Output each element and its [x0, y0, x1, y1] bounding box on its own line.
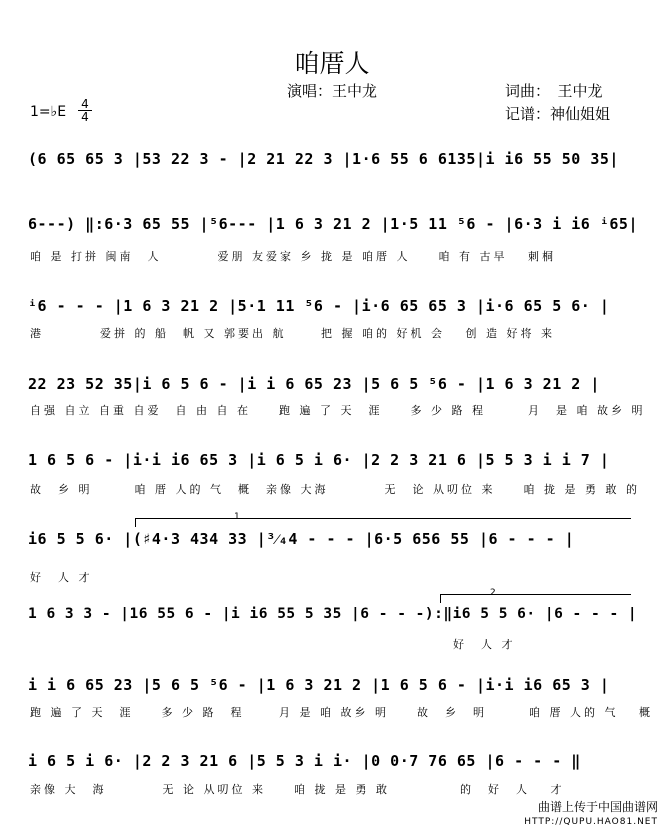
- transcriber-credit: 记谱：神仙姐姐: [505, 105, 611, 123]
- score-line-8: i i 6 65 23 |5 6 5 ⁵6 - |1 6 3 21 2 |1 6 5 6 - |i·i i6 65 3 |: [28, 676, 610, 694]
- lyric-line-3: 港 爱拼 的 船 帆 又 郭要出 航 把 握 咱的 好机 会 创 造 好将 来: [30, 327, 555, 340]
- time-signature-bottom: 4: [78, 110, 92, 123]
- lyricist-composer-credit: 词曲： 王中龙: [505, 82, 603, 100]
- site-url[interactable]: HTTP://QUPU.HAO81.NET: [524, 817, 658, 827]
- volta-number-1: 1: [234, 512, 240, 522]
- lyric-line-4: 自强 自立 自重 自爱 自 由 自 在 跑 遍 了 天 涯 多 少 路 程 月 是 咱 故乡 明: [30, 404, 646, 417]
- volta-bracket-1: [135, 518, 631, 527]
- score-line-9: i 6 5 i 6· |2 2 3 21 6 |5 5 3 i i· |0 0·7 76 65 |6 - - - ‖: [28, 752, 581, 770]
- score-line-4: 22 23 52 35|i 6 5 6 - |i i 6 65 23 |5 6 5 ⁵6 - |1 6 3 21 2 |: [28, 375, 600, 393]
- ending-2-lyric: 好 人 才: [453, 638, 516, 651]
- lyric-line-6: 好 人 才: [30, 571, 93, 584]
- lyric-line-9: 亲像 大 海 无 论 从叨位 来 咱 拢 是 勇 敢 的 好 人 才: [30, 783, 565, 796]
- score-line-5: 1 6 5 6 - |i·i i6 65 3 |i 6 5 i 6· |2 2 3 21 6 |5 5 3 i i 7 |: [28, 451, 610, 469]
- site-watermark: 曲谱上传于中国曲谱网: [537, 800, 658, 814]
- score-line-7: 1 6 3 3 - |16 55 6 - |i i6 55 5 35 |6 - - -):‖i6 5 5 6· |6 - - - |: [28, 606, 638, 622]
- volta-number-2: 2: [490, 588, 496, 598]
- score-line-3: ⁱ6 - - - |1 6 3 21 2 |5·1 11 ⁵6 - |i·6 65 65 3 |i·6 65 5 6· |: [28, 297, 610, 315]
- key-signature: 1=♭E: [30, 104, 67, 120]
- time-signature: [78, 98, 92, 123]
- lyric-line-5: 故 乡 明 咱 厝 人的 气 概 亲像 大海 无 论 从叨位 来 咱 拢 是 勇 敢 的: [30, 483, 640, 496]
- score-line-6: i6 5 5 6· |(♯4·3 434 33 |³⁄₄4 - - - |6·5 656 55 |6 - - - |: [28, 530, 575, 548]
- volta-bracket-2: [440, 594, 631, 603]
- song-title: 咱厝人: [294, 49, 370, 78]
- singer-credit: 演唱：王中龙: [287, 82, 378, 100]
- lyric-line-2: 咱 是 打拼 闽南 人 爱朋 友爱家 乡 拢 是 咱厝 人 咱 有 古早 刺桐: [30, 250, 556, 263]
- score-line-2: 6---) ‖:6·3 65 55 |⁵6--- |1 6 3 21 2 |1·5 11 ⁵6 - |6·3 i i6 ⁱ65|: [28, 215, 638, 233]
- score-line-1: (6 65 65 3 |53 22 3 - |2 21 22 3 |1·6 55 6 6135|i i6 55 50 35|: [28, 150, 619, 168]
- time-signature-top: 4: [81, 97, 89, 111]
- lyric-line-8: 跑 遍 了 天 涯 多 少 路 程 月 是 咱 故乡 明 故 乡 明 咱 厝 人的 气 概: [30, 706, 653, 719]
